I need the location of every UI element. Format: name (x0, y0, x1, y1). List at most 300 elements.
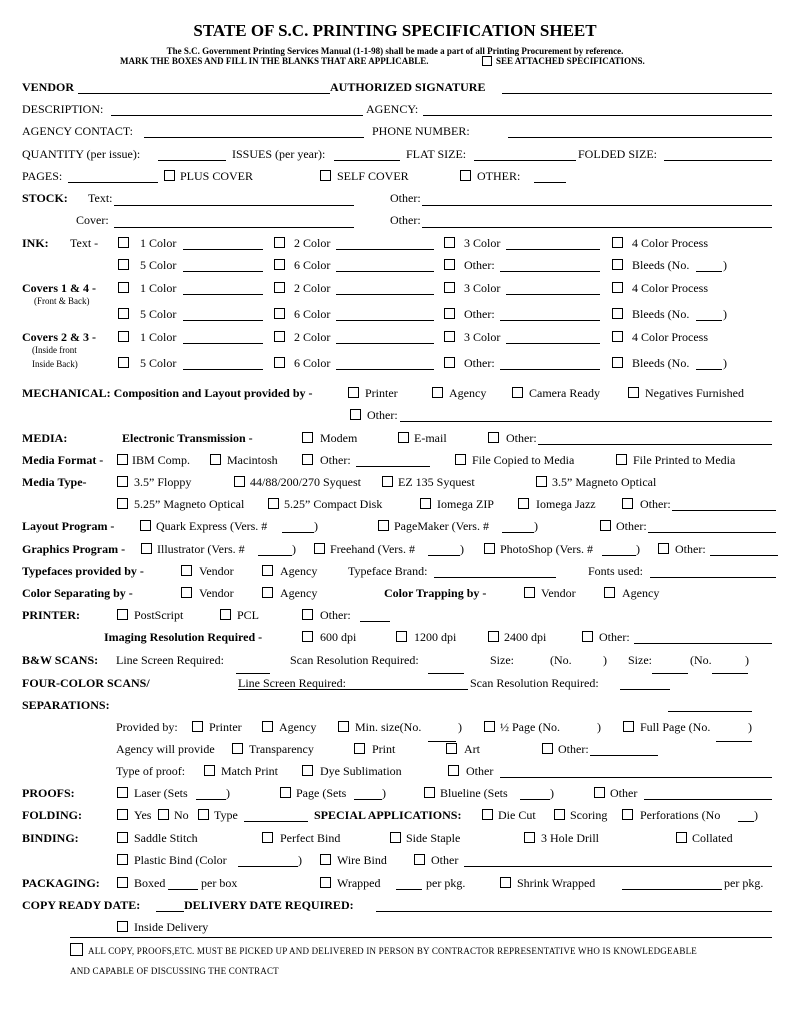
email-label: E-mail (414, 431, 447, 445)
folding-type-label: Type (214, 808, 238, 822)
typefaces-label: Typefaces provided by - (22, 564, 144, 578)
ink-c2-label-r0: 2 Color (294, 236, 331, 250)
mech-other-field[interactable] (400, 421, 772, 422)
ink-bleeds-field-r5[interactable] (696, 369, 722, 370)
ink-c1-checkbox-r4[interactable] (118, 331, 129, 342)
freehand-close: ) (460, 542, 464, 556)
scoring-checkbox[interactable] (554, 809, 565, 820)
covers-23-sub2: Inside Back) (32, 359, 78, 369)
provide-other-label: Other: (558, 742, 589, 756)
page-proof-label: Page (Sets (296, 786, 347, 800)
dpi2400-label: 2400 dpi (504, 630, 547, 644)
bw-size-label-2: Size: (628, 653, 652, 667)
media-label: MEDIA: (22, 431, 68, 445)
printer-label: PRINTER: (22, 608, 81, 622)
email-checkbox[interactable] (398, 432, 409, 443)
color-separating-label: Color Separating by - (22, 586, 133, 600)
ink-other-label-r5: Other: (464, 356, 495, 370)
self-cover-label: SELF COVER (337, 169, 409, 183)
typeface-vendor-label: Vendor (199, 564, 234, 578)
laser-close: ) (226, 786, 230, 800)
boxed-field[interactable] (168, 889, 198, 890)
photoshop-version-field[interactable] (602, 555, 636, 556)
folded-size-label: FOLDED SIZE: (578, 147, 657, 161)
vendor-label: VENDOR (22, 80, 75, 94)
layout-other-field[interactable] (648, 532, 776, 533)
self-cover-checkbox[interactable] (320, 170, 331, 181)
stock-text-label: Text: (88, 191, 113, 205)
ink-bleeds-checkbox-r3[interactable] (612, 308, 623, 319)
illustrator-version-field[interactable] (258, 555, 292, 556)
ink-c3-checkbox-r2[interactable] (444, 282, 455, 293)
bw-no-close-1: ) (603, 653, 607, 667)
perforations-label: Perforations (No (640, 808, 721, 822)
ink-c6-checkbox-r5[interactable] (274, 357, 285, 368)
binding-other-field[interactable] (464, 866, 772, 867)
ink-c1-label-r0: 1 Color (140, 236, 177, 250)
zip-label: Iomega ZIP (437, 497, 494, 511)
illustrator-close: ) (292, 542, 296, 556)
perforations-checkbox[interactable] (622, 809, 633, 820)
type-other-checkbox[interactable] (622, 498, 633, 509)
wire-checkbox[interactable] (320, 854, 331, 865)
pickup-acknowledge-checkbox[interactable] (70, 943, 83, 956)
dye-sub-label: Dye Sublimation (320, 764, 402, 778)
transparency-checkbox[interactable] (232, 743, 243, 754)
covers-14-sub: (Front & Back) (34, 296, 90, 306)
ink-c2-checkbox-r0[interactable] (274, 237, 285, 248)
pickup-note-line2: AND CAPABLE OF DISCUSSING THE CONTRACT (70, 966, 279, 976)
plus-cover-checkbox[interactable] (164, 170, 175, 181)
quantity-label: QUANTITY (per issue): (22, 147, 141, 161)
drill-checkbox[interactable] (524, 832, 535, 843)
ink-other-checkbox-r1[interactable] (444, 259, 455, 270)
ink-c3-checkbox-r0[interactable] (444, 237, 455, 248)
copy-ready-field[interactable] (156, 911, 184, 912)
transparency-label: Transparency (249, 742, 314, 756)
stock-cover-other-label: Other: (390, 213, 421, 227)
inside-delivery-rule (70, 937, 772, 938)
illustrator-checkbox[interactable] (141, 543, 152, 554)
ink-c4-label-r2: 4 Color Process (632, 281, 708, 295)
ink-bleeds-close-r5: ) (723, 356, 727, 370)
freehand-checkbox[interactable] (314, 543, 325, 554)
scoring-label: Scoring (570, 808, 608, 822)
covers-23-label: Covers 2 & 3 - (22, 330, 96, 344)
pages-field[interactable] (68, 182, 158, 183)
page-proof-checkbox[interactable] (280, 787, 291, 798)
covers-14-label: Covers 1 & 4 - (22, 281, 96, 295)
modem-checkbox[interactable] (302, 432, 313, 443)
header-note: The S.C. Government Printing Services Manual (1-1-98) shall be made a part of all Printing Procurement by reference. (166, 46, 624, 56)
art-checkbox[interactable] (446, 743, 457, 754)
stock-cover-field[interactable] (114, 227, 354, 228)
printer-other-label: Other: (320, 608, 351, 622)
phone-label: PHONE NUMBER: (372, 124, 470, 138)
shrink-per-pkg: per pkg. (724, 876, 764, 890)
perforations-field[interactable] (738, 821, 754, 822)
ink-bleeds-field-r1[interactable] (696, 271, 722, 272)
dpi1200-checkbox[interactable] (396, 631, 407, 642)
mech-camera-checkbox[interactable] (512, 387, 523, 398)
description-label: DESCRIPTION: (22, 102, 104, 116)
folding-type-field[interactable] (244, 821, 308, 822)
flat-size-field[interactable] (474, 160, 576, 161)
folding-no-checkbox[interactable] (158, 809, 169, 820)
pickup-note-line1: ALL COPY, PROOFS,ETC. MUST BE PICKED UP AND DELIVERED IN PERSON BY CONTRACTOR REPRESENTATIVE WHO IS KNOWLEDGEABLE (88, 946, 697, 956)
laser-checkbox[interactable] (117, 787, 128, 798)
ink-bleeds-close-r3: ) (723, 307, 727, 321)
ink-c6-label-r3: 6 Color (294, 307, 331, 321)
ink-c5-field-r1[interactable] (183, 271, 263, 272)
ink-bleeds-label-r3: Bleeds (No. (632, 307, 690, 321)
page-title: STATE OF S.C. PRINTING SPECIFICATION SHEET (193, 21, 597, 40)
shrink-field[interactable] (622, 889, 722, 890)
issues-field[interactable] (334, 160, 400, 161)
ink-c2-field-r4[interactable] (336, 343, 434, 344)
ink-bleeds-checkbox-r5[interactable] (612, 357, 623, 368)
quark-checkbox[interactable] (140, 520, 151, 531)
ink-other-label-r3: Other: (464, 307, 495, 321)
trapping-agency-checkbox[interactable] (604, 587, 615, 598)
plastic-color-field[interactable] (238, 866, 298, 867)
shrink-checkbox[interactable] (500, 877, 511, 888)
four-scan-res-field[interactable] (620, 689, 670, 690)
vendor-field[interactable] (78, 93, 330, 94)
binding-other-checkbox[interactable] (414, 854, 425, 865)
ink-label: INK: (22, 236, 49, 250)
ink-c3-label-r0: 3 Color (464, 236, 501, 250)
mechanical-label: MECHANICAL: Composition and Layout provided by - (22, 386, 313, 400)
stock-text-other-field[interactable] (422, 205, 772, 206)
other-pages-field[interactable] (534, 182, 566, 183)
media-other-checkbox[interactable] (488, 432, 499, 443)
printed-checkbox[interactable] (616, 454, 627, 465)
delivery-date-field[interactable] (376, 911, 772, 912)
folding-yes-checkbox[interactable] (117, 809, 128, 820)
four-color-scans-label: FOUR-COLOR SCANS/ (22, 676, 150, 690)
mech-agency-label: Agency (449, 386, 487, 400)
ibm-checkbox[interactable] (117, 454, 128, 465)
agency-field[interactable] (423, 115, 772, 116)
provide-other-checkbox[interactable] (542, 743, 553, 754)
bw-no-label-2: (No. (690, 653, 712, 667)
ink-c5-field-r3[interactable] (183, 320, 263, 321)
stock-label: STOCK: (22, 191, 68, 205)
colorsep-agency-checkbox[interactable] (262, 587, 273, 598)
media-format-label: Media Format - (22, 453, 104, 467)
pcl-checkbox[interactable] (220, 609, 231, 620)
photoshop-close: ) (636, 542, 640, 556)
type-other-field[interactable] (672, 510, 776, 511)
flat-size-label: FLAT SIZE: (406, 147, 467, 161)
graphics-other-checkbox[interactable] (658, 543, 669, 554)
ink-c1-field-r4[interactable] (183, 343, 263, 344)
signature-field[interactable] (502, 93, 772, 94)
ink-other-checkbox-r3[interactable] (444, 308, 455, 319)
ink-other-field-r1[interactable] (500, 271, 600, 272)
side-staple-checkbox[interactable] (390, 832, 401, 843)
mo525-label: 5.25” Magneto Optical (134, 497, 245, 511)
side-staple-label: Side Staple (406, 831, 461, 845)
trapping-vendor-checkbox[interactable] (524, 587, 535, 598)
ink-c3-field-r2[interactable] (506, 294, 600, 295)
match-print-checkbox[interactable] (204, 765, 215, 776)
ink-c3-field-r0[interactable] (506, 249, 600, 250)
stock-text-field[interactable] (114, 205, 354, 206)
mech-camera-label: Camera Ready (529, 386, 600, 400)
ibm-label: IBM Comp. (132, 453, 191, 467)
ink-c3-label-r4: 3 Color (464, 330, 501, 344)
imaging-other-field[interactable] (634, 643, 772, 644)
pagemaker-version-field[interactable] (502, 532, 534, 533)
bw-no-field-2[interactable] (712, 673, 748, 674)
typeface-brand-field[interactable] (434, 577, 556, 578)
typeface-agency-label: Agency (280, 564, 318, 578)
quark-version-field[interactable] (282, 532, 314, 533)
ink-c6-label-r5: 6 Color (294, 356, 331, 370)
copied-label: File Copied to Media (472, 453, 575, 467)
print-checkbox[interactable] (354, 743, 365, 754)
ink-c6-field-r1[interactable] (336, 271, 434, 272)
ink-c2-checkbox-r2[interactable] (274, 282, 285, 293)
proof-type-label: Type of proof: (116, 764, 186, 778)
sep-printer-checkbox[interactable] (192, 721, 203, 732)
ink-bleeds-field-r3[interactable] (696, 320, 722, 321)
header-instruction: MARK THE BOXES AND FILL IN THE BLANKS THAT ARE APPLICABLE. (120, 56, 429, 66)
bw-scan-res-label: Scan Resolution Required: (290, 653, 419, 667)
page-sets-field[interactable] (354, 799, 382, 800)
dpi1200-label: 1200 dpi (414, 630, 457, 644)
floppy-label: 3.5” Floppy (134, 475, 192, 489)
perfect-label: Perfect Bind (280, 831, 341, 845)
bw-line-screen-field[interactable] (236, 673, 270, 674)
copied-checkbox[interactable] (455, 454, 466, 465)
wrapped-field[interactable] (396, 889, 422, 890)
wire-label: Wire Bind (337, 853, 387, 867)
ink-other-field-r5[interactable] (500, 369, 600, 370)
bw-scan-res-field[interactable] (428, 673, 464, 674)
folding-no-label: No (174, 808, 189, 822)
drill-label: 3 Hole Drill (541, 831, 599, 845)
full-page-field[interactable] (716, 741, 752, 742)
ink-other-label-r1: Other: (464, 258, 495, 272)
colorsep-vendor-checkbox[interactable] (181, 587, 192, 598)
wrapped-checkbox[interactable] (320, 877, 331, 888)
print-field[interactable] (428, 741, 456, 742)
ink-c5-checkbox-r3[interactable] (118, 308, 129, 319)
ink-bleeds-label-r5: Bleeds (No. (632, 356, 690, 370)
description-field[interactable] (111, 115, 363, 116)
typeface-vendor-checkbox[interactable] (181, 565, 192, 576)
typeface-brand-label: Typeface Brand: (348, 564, 428, 578)
agency-contact-field[interactable] (144, 137, 364, 138)
ink-c6-field-r3[interactable] (336, 320, 434, 321)
colorsep-agency-label: Agency (280, 586, 318, 600)
ez-checkbox[interactable] (382, 476, 393, 487)
layout-other-checkbox[interactable] (600, 520, 611, 531)
dye-sub-checkbox[interactable] (302, 765, 313, 776)
ink-c5-label-r3: 5 Color (140, 307, 177, 321)
min-size-close: ) (458, 720, 462, 734)
fonts-used-field[interactable] (650, 577, 776, 578)
jazz-checkbox[interactable] (518, 498, 529, 509)
mech-agency-checkbox[interactable] (432, 387, 443, 398)
syquest-checkbox[interactable] (234, 476, 245, 487)
half-page-label: ½ Page (No. (500, 720, 560, 734)
blueline-label: Blueline (Sets (440, 786, 508, 800)
ink-c4-checkbox-r2[interactable] (612, 282, 623, 293)
mo525-checkbox[interactable] (117, 498, 128, 509)
dpi2400-checkbox[interactable] (488, 631, 499, 642)
quark-close: ) (314, 519, 318, 533)
jazz-label: Iomega Jazz (536, 497, 596, 511)
provide-other-field[interactable] (590, 755, 658, 756)
blueline-sets-field[interactable] (520, 799, 550, 800)
fonts-used-label: Fonts used: (588, 564, 644, 578)
floppy-checkbox[interactable] (117, 476, 128, 487)
laser-label: Laser (Sets (134, 786, 188, 800)
ink-c3-checkbox-r4[interactable] (444, 331, 455, 342)
cd525-checkbox[interactable] (268, 498, 279, 509)
special-applications-label: SPECIAL APPLICATIONS: (314, 808, 462, 822)
boxed-label: Boxed (134, 876, 166, 890)
ink-c6-checkbox-r1[interactable] (274, 259, 285, 270)
type-other-label: Other: (640, 497, 671, 511)
ink-c1-checkbox-r2[interactable] (118, 282, 129, 293)
ink-c4-label-r0: 4 Color Process (632, 236, 708, 250)
colorsep-vendor-label: Vendor (199, 586, 234, 600)
freehand-version-field[interactable] (428, 555, 460, 556)
saddle-checkbox[interactable] (117, 832, 128, 843)
other-pages-checkbox[interactable] (460, 170, 471, 181)
page-close: ) (382, 786, 386, 800)
bw-size-field-2[interactable] (652, 673, 688, 674)
ink-c4-checkbox-r4[interactable] (612, 331, 623, 342)
boxed-checkbox[interactable] (117, 877, 128, 888)
ink-bleeds-checkbox-r1[interactable] (612, 259, 623, 270)
full-page-label: Full Page (No. (640, 720, 711, 734)
stock-cover-other-field[interactable] (422, 227, 772, 228)
ink-c6-field-r5[interactable] (336, 369, 434, 370)
pagemaker-checkbox[interactable] (378, 520, 389, 531)
trapping-agency-label: Agency (622, 586, 660, 600)
packaging-label: PACKAGING: (22, 876, 100, 890)
ink-c1-field-r0[interactable] (183, 249, 263, 250)
phone-field[interactable] (508, 137, 772, 138)
separations-field[interactable] (668, 711, 752, 712)
ink-other-field-r3[interactable] (500, 320, 600, 321)
ink-c2-label-r2: 2 Color (294, 281, 331, 295)
ink-text-label: Text - (70, 236, 99, 250)
imaging-other-checkbox[interactable] (582, 631, 593, 642)
ink-c2-field-r2[interactable] (336, 294, 434, 295)
mo35-checkbox[interactable] (536, 476, 547, 487)
match-print-label: Match Print (221, 764, 278, 778)
see-attached-checkbox[interactable] (482, 56, 492, 66)
postscript-checkbox[interactable] (117, 609, 128, 620)
ink-c4-checkbox-r0[interactable] (612, 237, 623, 248)
ink-c5-label-r1: 5 Color (140, 258, 177, 272)
bw-size-label-1: Size: (490, 653, 514, 667)
typeface-agency-checkbox[interactable] (262, 565, 273, 576)
ink-c1-checkbox-r0[interactable] (118, 237, 129, 248)
mech-other-checkbox[interactable] (350, 409, 361, 420)
mac-checkbox[interactable] (210, 454, 221, 465)
full-page-checkbox[interactable] (623, 721, 634, 732)
diecut-label: Die Cut (498, 808, 536, 822)
photoshop-checkbox[interactable] (484, 543, 495, 554)
sep-printer-label: Printer (209, 720, 242, 734)
mech-negatives-checkbox[interactable] (628, 387, 639, 398)
sep-agency-checkbox[interactable] (262, 721, 273, 732)
blueline-checkbox[interactable] (424, 787, 435, 798)
ink-c1-field-r2[interactable] (183, 294, 263, 295)
folded-size-field[interactable] (664, 160, 772, 161)
ink-c2-field-r0[interactable] (336, 249, 434, 250)
mech-printer-checkbox[interactable] (348, 387, 359, 398)
diecut-checkbox[interactable] (482, 809, 493, 820)
ink-other-checkbox-r5[interactable] (444, 357, 455, 368)
proof-other-field[interactable] (500, 777, 772, 778)
inside-delivery-checkbox[interactable] (117, 921, 128, 932)
half-page-checkbox[interactable] (484, 721, 495, 732)
ink-c6-checkbox-r3[interactable] (274, 308, 285, 319)
printer-other-checkbox[interactable] (302, 609, 313, 620)
proof-other-checkbox[interactable] (448, 765, 459, 776)
mo35-label: 3.5” Magneto Optical (552, 475, 657, 489)
graphics-other-label: Other: (675, 542, 706, 556)
layout-other-label: Other: (616, 519, 647, 533)
media-other-field[interactable] (538, 444, 772, 445)
ink-c1-label-r2: 1 Color (140, 281, 177, 295)
ink-c5-field-r5[interactable] (183, 369, 263, 370)
four-line-screen-field[interactable] (238, 689, 468, 690)
collated-checkbox[interactable] (676, 832, 687, 843)
half-page-close: ) (597, 720, 601, 734)
laser-sets-field[interactable] (196, 799, 226, 800)
proofs-other-label: Other (610, 786, 638, 800)
agency-contact-label: AGENCY CONTACT: (22, 124, 133, 138)
dpi600-checkbox[interactable] (302, 631, 313, 642)
min-size-checkbox[interactable] (338, 721, 349, 732)
ink-c3-field-r4[interactable] (506, 343, 600, 344)
proofs-other-checkbox[interactable] (594, 787, 605, 798)
printer-other-field[interactable] (360, 621, 390, 622)
ink-c5-checkbox-r5[interactable] (118, 357, 129, 368)
graphics-other-field[interactable] (710, 555, 778, 556)
media-other-label: Other: (506, 431, 537, 445)
wrapped-label: Wrapped (337, 876, 381, 890)
format-other-field[interactable] (356, 466, 430, 467)
plastic-checkbox[interactable] (117, 854, 128, 865)
quantity-field[interactable] (158, 160, 226, 161)
postscript-label: PostScript (134, 608, 184, 622)
saddle-label: Saddle Stitch (134, 831, 198, 845)
ink-c5-label-r5: 5 Color (140, 356, 177, 370)
folding-type-checkbox[interactable] (198, 809, 209, 820)
folding-label: FOLDING: (22, 808, 82, 822)
ink-c2-checkbox-r4[interactable] (274, 331, 285, 342)
zip-checkbox[interactable] (420, 498, 431, 509)
ez-label: EZ 135 Syquest (398, 475, 475, 489)
ink-c5-checkbox-r1[interactable] (118, 259, 129, 270)
proof-other-label: Other (466, 764, 494, 778)
perfect-checkbox[interactable] (262, 832, 273, 843)
proofs-other-field[interactable] (644, 799, 772, 800)
ink-c4-label-r4: 4 Color Process (632, 330, 708, 344)
format-other-checkbox[interactable] (302, 454, 313, 465)
